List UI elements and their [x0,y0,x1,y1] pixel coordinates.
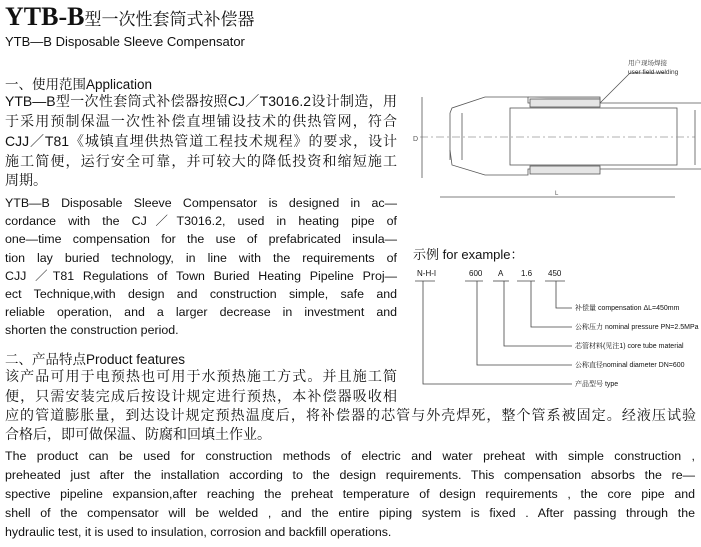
legend-material: 芯管材料(见注1) core tube material [575,343,684,350]
example-heading: 示例 for example： [413,247,524,262]
legend-pressure: 公称压力 nominal pressure PN=2.5MPa [575,324,699,331]
code-type: N-H-I [417,269,437,278]
s2-cn-line: 便，只需安装完成后按设计规定进行预热，本补偿器吸收相 [5,388,397,404]
example-code [415,265,701,390]
s1-cn-line: 周期。 [5,172,47,188]
leader-lines [415,265,575,390]
s1-cn-line: 施工简便，运行安全可靠，并可较大的降低投资和缩短施工 [5,153,397,169]
code-pressure: 1.6 [521,269,533,278]
s2-en-line: spective pipeline expansion,after reaching the preheat temperature of design requirements , the core pipe and [5,487,695,501]
section2-heading: 二、产品特点Product features [5,352,186,367]
s1-en-line: shorten the construction period. [5,323,179,337]
code-diameter: 600 [469,269,483,278]
legend-compensation: 补偿量 compensation ΔL=450mm [575,305,680,312]
s1-en-line: one—time compensation for the use of prefabricated insula— [5,232,397,246]
s1-en-line: CJJ ／T81 Regulations of Town Buried Heating Pipeline Proj— [5,269,397,283]
s2-cn-line: 该产品可用于电预热也可用于水预热施工方式。并且施工简 [5,368,397,384]
s2-en-line: The product can be used for construction methods of electric and water preheat with simple construction , [5,449,695,463]
s2-cn-line: 合格后，即可做保温、防腐和回填土作业。 [5,426,271,442]
s2-en-line: hydraulic test, it is used to insulation, corrosion and backfill operations. [5,525,392,539]
section1-heading: 一、使用范围Application [5,77,153,92]
legend-type: 产品型号 type [575,381,619,388]
subtitle: YTB—B Disposable Sleeve Compensator [5,34,245,49]
code-material: A [498,269,504,278]
welding-label-en: user field welding [628,69,679,76]
page-title [5,2,254,32]
s1-en-line: cordance with the CJ／T3016.2, used in heating pipe of [5,214,397,228]
dim-l: L [555,191,559,197]
title-model: YTB-B [5,2,85,31]
legend-diameter: 公称直径nominal diameter DN=600 [575,362,685,369]
s1-en-line: YTB—B Disposable Sleeve Compensator is designed in ac— [5,196,397,210]
s2-cn-line: 应的管道膨胀量，到达设计规定预热温度后，将补偿器的芯管与外壳焊死，整个管系被固定。经液压试验 [5,407,696,423]
s1-cn-line: 于采用预制保温一次性补偿直埋铺设技术的供热管网，符合 [5,113,397,129]
s1-en-line: tion lay buried technology, in line with the requirements of [5,251,397,265]
s1-en-line: reliable operation, and a larger decrease in investment and [5,305,397,319]
s2-en-line: preheated just after the installation according to the design requirements. This compensation absorbs the re— [5,468,695,482]
welding-label-cn: 用户现场焊接 [628,60,667,67]
s1-en-line: ect Technique,with design and construction simple, safe and [5,287,397,301]
s2-en-line: shell of the compensator will be welded , and the entire piping system is fixed . After passing through the [5,506,695,520]
code-compensation: 450 [548,269,562,278]
s1-cn-line: CJJ／T81《城镇直埋供热管道工程技术规程》的要求，设计 [5,133,397,149]
compensator-diagram [410,45,701,215]
title-cn: 型一次性套筒式补偿器 [84,10,255,30]
s1-cn-line: YTB—B型一次性套筒式补偿器按照CJ／T3016.2设计制造，用 [5,93,397,109]
dim-d: D [413,136,419,143]
